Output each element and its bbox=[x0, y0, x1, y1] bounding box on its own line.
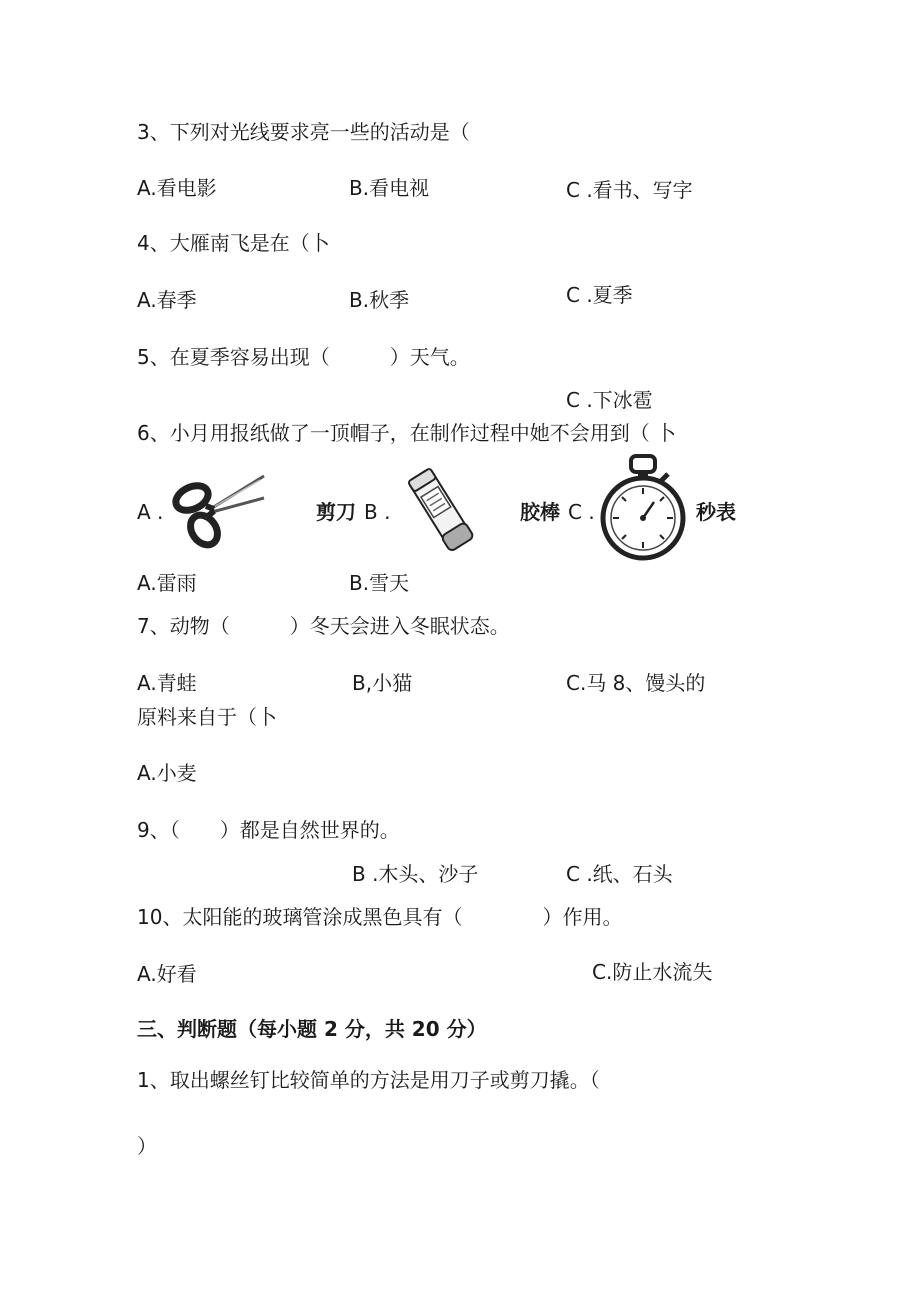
q7-stem: 7、动物（ ）冬天会进入冬眠状态。 bbox=[137, 614, 510, 638]
q6-stem: 6、小月用报纸做了一顶帽子，在制作过程中她不会用到（ 卜 bbox=[137, 421, 677, 445]
q3-option-b: B.看电视 bbox=[349, 176, 430, 200]
q9-option-b: B .木头、沙子 bbox=[352, 862, 479, 886]
q6-option-c-prefix: C . bbox=[568, 500, 595, 524]
judge-q1-close: ） bbox=[137, 1134, 157, 1158]
q8-option-a: A.小麦 bbox=[137, 761, 197, 785]
q3-stem: 3、下列对光线要求亮一些的活动是（ bbox=[137, 120, 470, 144]
q9-option-c: C .纸、石头 bbox=[566, 862, 673, 886]
q5-option-a: A.雷雨 bbox=[137, 571, 197, 595]
section-title: 三、判断题（每小题 2 分，共 20 分） bbox=[137, 1017, 487, 1041]
q7-option-c: C.马 8、馒头的 bbox=[566, 671, 706, 695]
q4-option-b: B.秋季 bbox=[349, 288, 410, 312]
q5-option-c-clipped bbox=[560, 386, 690, 412]
q6-option-a-label: 剪刀 bbox=[316, 500, 356, 524]
q7-option-b: B,小猫 bbox=[352, 671, 413, 695]
q5-option-c-text: C .下冰雹 bbox=[566, 388, 653, 412]
q3-option-c: C .看书、写字 bbox=[566, 178, 693, 202]
q6-option-c-label: 秒表 bbox=[696, 500, 736, 524]
glue-stick-icon bbox=[398, 462, 486, 558]
q6-option-a-prefix: A . bbox=[137, 500, 164, 524]
q6-option-b-label: 胶棒 bbox=[520, 500, 560, 524]
q5-stem: 5、在夏季容易出现（ ）天气。 bbox=[137, 345, 470, 369]
q10-option-a: A.好看 bbox=[137, 962, 197, 986]
q4-option-a: A.春季 bbox=[137, 288, 197, 312]
q7-option-a: A.青蛙 bbox=[137, 671, 197, 695]
judge-q1-stem: 1、取出螺丝钉比较简单的方法是用刀子或剪刀撬。（ bbox=[137, 1068, 600, 1092]
q9-stem: 9、（ ）都是自然世界的。 bbox=[137, 818, 400, 842]
q10-option-c: C.防止水流失 bbox=[592, 960, 713, 984]
q3-option-a: A.看电影 bbox=[137, 176, 217, 200]
q10-stem: 10、太阳能的玻璃管涂成黑色具有（ ）作用。 bbox=[137, 905, 623, 929]
q8-stem: 原料来自于（卜 bbox=[137, 705, 277, 729]
q4-option-c: C .夏季 bbox=[566, 283, 633, 307]
stopwatch-icon bbox=[600, 454, 686, 564]
q5-option-b: B.雪天 bbox=[349, 571, 410, 595]
q4-stem: 4、大雁南飞是在（卜 bbox=[137, 231, 330, 255]
scissors-icon bbox=[168, 470, 268, 552]
q6-option-b-prefix: B . bbox=[364, 500, 391, 524]
